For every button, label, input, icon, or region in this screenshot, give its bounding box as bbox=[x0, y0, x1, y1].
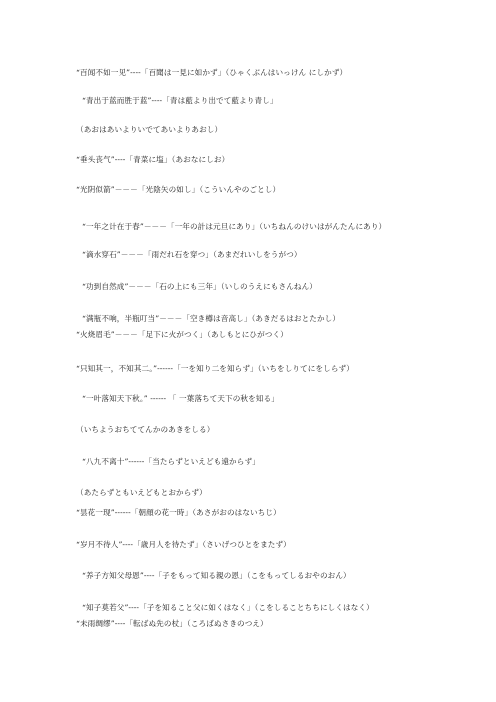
proverb-line-16: “知子莫若父”----「子を知ること父に如くはなく」（こをしることちちにしくはなく） bbox=[82, 603, 374, 612]
proverb-line-3: “垂头丧气”----「青菜に塩」（あおなにしお） bbox=[76, 155, 230, 164]
reading-line-2: （あおはあいよりいでてあいよりあおし） bbox=[76, 125, 223, 134]
proverb-line-4: “光阴似箭”－－－「光陰矢の如し」（こういんやのごとし） bbox=[76, 185, 281, 194]
reading-line-11: （いちようおちててんかのあきをしる） bbox=[76, 425, 215, 434]
reading-line-12: （あたらずともいえどもとおからず） bbox=[76, 488, 207, 497]
proverb-line-8: “满瓶不响，半瓶叮当”－－－「空き樽は音高し」（あきだるはおとたかし） bbox=[82, 314, 341, 323]
proverb-line-9: “火烧眉毛”－－－「足下に火がつく」（あしもとにひがつく） bbox=[76, 330, 288, 339]
proverb-line-13: “昙花一现”------「朝顔の花一時」（あさがおのはないちじ） bbox=[76, 508, 281, 517]
proverb-line-15: “养子方知父母恩”----「子をもって知る親の恩」（こをもってしるおやのおん） bbox=[82, 571, 351, 580]
proverb-line-1: “百闻不如一见”----「百聞は一見に如かず」（ひゃくぶんはいっけん にしかず） bbox=[76, 68, 348, 77]
proverb-line-6: “滴水穿石”－－－「雨だれ石を穿つ」（あまだれいしをうがつ） bbox=[82, 250, 302, 259]
proverb-line-7: “功到自然成”－－－「石の上にも三年」（いしのうえにもさんねん） bbox=[82, 282, 317, 291]
proverb-line-10: “只知其一，不知其二。”------「一を知り二を知らず」（いちをしりてにをしらず） bbox=[76, 364, 354, 373]
proverb-line-17: “未雨绸缪”----「転ばぬ先の杖」（ころばぬさきのつえ） bbox=[76, 619, 268, 628]
proverb-line-12: “八九不离十”------「当たらずといえども遠からず」 bbox=[82, 457, 260, 466]
proverb-line-11: “一叶落知天下秋。” ------ 「 一葉落ちて天下の秋を知る」 bbox=[82, 394, 279, 403]
proverb-line-5: “一年之计在于春”－－－「一年の計は元旦にあり」（いちねんのけいはがんたんにあり） bbox=[82, 222, 387, 231]
proverb-line-2: “青出于蓝而胜于蓝”----「青は藍より出でて藍より青し」 bbox=[82, 96, 278, 105]
proverb-line-14: “岁月不待人”----「歳月人を待たず」（さいげつひとをまたず） bbox=[76, 540, 291, 549]
